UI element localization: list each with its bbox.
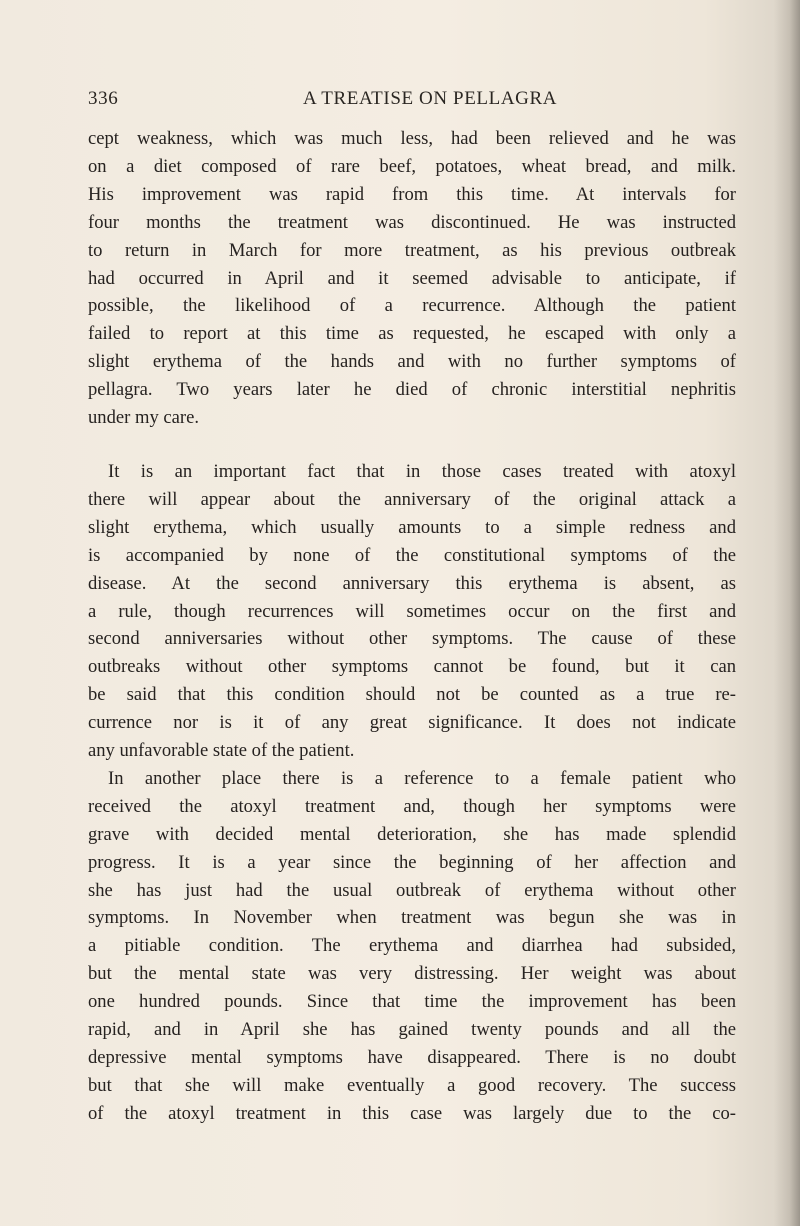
text-line: there will appear about the anniversary of the original attack a	[88, 488, 736, 510]
text-line: of the atoxyl treatment in this case was largely due to the co-	[88, 1102, 736, 1124]
text-line: symptoms. In November when treatment was begun she was in	[88, 907, 736, 929]
text-line: is accompanied by none of the constitutional symptoms of the	[88, 544, 736, 566]
text-line: be said that this condition should not be counted as a true re-	[88, 684, 736, 706]
body-text	[88, 125, 736, 1128]
text-line: one hundred pounds. Since that time the improvement has been	[88, 991, 736, 1013]
paragraph-2	[88, 458, 736, 765]
text-line: on a diet composed of rare beef, potatoes, wheat bread, and milk.	[88, 155, 736, 177]
text-line: currence nor is it of any great significance. It does not indicate	[88, 712, 736, 734]
text-line: In another place there is a reference to a female patient who	[108, 767, 736, 789]
text-line: cept weakness, which was much less, had been relieved and he was	[88, 128, 736, 149]
text-line: possible, the likelihood of a recurrence. Although the patient	[88, 295, 736, 317]
text-line: depressive mental symptoms have disappeared. There is no doubt	[88, 1047, 736, 1068]
text-line: rapid, and in April she has gained twenty pounds and all the	[88, 1019, 736, 1041]
running-title: A TREATISE ON PELLAGRA	[303, 88, 558, 109]
text-line: but the mental state was very distressing. Her weight was about	[88, 963, 736, 985]
text-line: grave with decided mental deterioration, she has made splendid	[88, 823, 736, 845]
paragraph-1	[88, 125, 736, 432]
text-line: slight erythema, which usually amounts to a simple redness and	[88, 516, 736, 538]
text-line: but that she will make eventually a good recovery. The success	[88, 1074, 736, 1096]
text-line: outbreaks without other symptoms cannot be found, but it can	[88, 656, 736, 678]
running-header	[88, 88, 720, 116]
text-line: received the atoxyl treatment and, though her symptoms were	[88, 795, 736, 817]
text-line: she has just had the usual outbreak of erythema without other	[88, 879, 736, 901]
text-line: slight erythema of the hands and with no further symptoms of	[88, 351, 736, 373]
text-line: under my care.	[88, 407, 199, 429]
paragraph-3	[88, 765, 736, 1128]
text-line: failed to report at this time as requested, he escaped with only a	[88, 323, 736, 345]
text-line: to return in March for more treatment, as his previous outbreak	[88, 239, 736, 261]
text-line: second anniversaries without other symptoms. The cause of these	[88, 628, 736, 650]
page-edge-shadow	[774, 0, 800, 1226]
text-line: had occurred in April and it seemed advisable to anticipate, if	[88, 267, 736, 289]
text-line: a rule, though recurrences will sometimes occur on the first and	[88, 600, 736, 622]
text-line: four months the treatment was discontinued. He was instructed	[88, 211, 736, 233]
text-line: His improvement was rapid from this time. At intervals for	[88, 183, 736, 205]
text-line: disease. At the second anniversary this erythema is absent, as	[88, 572, 736, 594]
text-line: It is an important fact that in those cases treated with atoxyl	[108, 460, 736, 482]
page-number: 336	[88, 88, 119, 109]
text-line: any unfavorable state of the patient.	[88, 740, 355, 762]
text-line: progress. It is a year since the beginning of her affection and	[88, 851, 736, 873]
text-line: a pitiable condition. The erythema and diarrhea had subsided,	[88, 935, 736, 957]
text-line: pellagra. Two years later he died of chronic interstitial nephritis	[88, 379, 736, 401]
